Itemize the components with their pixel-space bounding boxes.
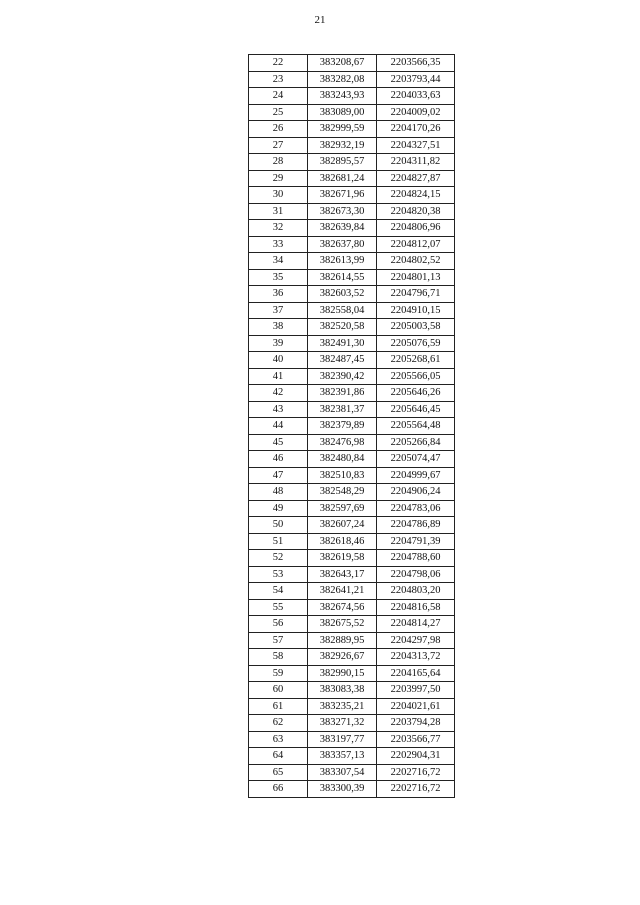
table-row: [249, 137, 455, 154]
y-coordinate-cell: 2204999,67: [377, 467, 455, 484]
table-row: [249, 236, 455, 253]
table-row: [249, 682, 455, 699]
x-coordinate-cell: 382476,98: [308, 434, 377, 451]
y-coordinate-cell: 2204824,15: [377, 187, 455, 204]
table-row: [249, 418, 455, 435]
y-coordinate-cell: 2204801,13: [377, 269, 455, 286]
point-number-cell: 52: [249, 550, 308, 567]
x-coordinate-cell: 382889,95: [308, 632, 377, 649]
point-number-cell: 47: [249, 467, 308, 484]
point-number-cell: 37: [249, 302, 308, 319]
table-row: [249, 665, 455, 682]
x-coordinate-cell: 382480,84: [308, 451, 377, 468]
page-number: 21: [314, 14, 326, 26]
point-number-cell: 38: [249, 319, 308, 336]
point-number-cell: 43: [249, 401, 308, 418]
point-number-cell: 33: [249, 236, 308, 253]
y-coordinate-cell: 2204009,02: [377, 104, 455, 121]
y-coordinate-cell: 2204827,87: [377, 170, 455, 187]
x-coordinate-cell: 382671,96: [308, 187, 377, 204]
x-coordinate-cell: 382391,86: [308, 385, 377, 402]
y-coordinate-cell: 2205564,48: [377, 418, 455, 435]
table-row: [249, 335, 455, 352]
x-coordinate-cell: 382487,45: [308, 352, 377, 369]
y-coordinate-cell: 2204313,72: [377, 649, 455, 666]
table-row: [249, 748, 455, 765]
y-coordinate-cell: 2205266,84: [377, 434, 455, 451]
table-row: [249, 764, 455, 781]
table-row: [249, 533, 455, 550]
y-coordinate-cell: 2203997,50: [377, 682, 455, 699]
y-coordinate-cell: 2203794,28: [377, 715, 455, 732]
x-coordinate-cell: 383089,00: [308, 104, 377, 121]
table-row: [249, 253, 455, 270]
y-coordinate-cell: 2204803,20: [377, 583, 455, 600]
table-row: [249, 203, 455, 220]
coordinates-table: [248, 54, 455, 798]
table-row: [249, 632, 455, 649]
table-row: [249, 599, 455, 616]
table-row: [249, 170, 455, 187]
y-coordinate-cell: 2204802,52: [377, 253, 455, 270]
coordinates-table-body: [249, 55, 455, 798]
table-row: [249, 154, 455, 171]
table-row: [249, 368, 455, 385]
x-coordinate-cell: 383197,77: [308, 731, 377, 748]
point-number-cell: 46: [249, 451, 308, 468]
x-coordinate-cell: 382681,24: [308, 170, 377, 187]
point-number-cell: 57: [249, 632, 308, 649]
x-coordinate-cell: 383235,21: [308, 698, 377, 715]
y-coordinate-cell: 2204033,63: [377, 88, 455, 105]
y-coordinate-cell: 2204796,71: [377, 286, 455, 303]
x-coordinate-cell: 382932,19: [308, 137, 377, 154]
point-number-cell: 41: [249, 368, 308, 385]
point-number-cell: 55: [249, 599, 308, 616]
point-number-cell: 54: [249, 583, 308, 600]
y-coordinate-cell: 2204297,98: [377, 632, 455, 649]
x-coordinate-cell: 383307,54: [308, 764, 377, 781]
y-coordinate-cell: 2203793,44: [377, 71, 455, 88]
x-coordinate-cell: 382603,52: [308, 286, 377, 303]
x-coordinate-cell: 382639,84: [308, 220, 377, 237]
table-row: [249, 616, 455, 633]
point-number-cell: 65: [249, 764, 308, 781]
point-number-cell: 62: [249, 715, 308, 732]
x-coordinate-cell: 383357,13: [308, 748, 377, 765]
table-row: [249, 451, 455, 468]
y-coordinate-cell: 2205003,58: [377, 319, 455, 336]
table-row: [249, 104, 455, 121]
point-number-cell: 51: [249, 533, 308, 550]
y-coordinate-cell: 2202716,72: [377, 781, 455, 798]
y-coordinate-cell: 2204311,82: [377, 154, 455, 171]
table-row: [249, 583, 455, 600]
y-coordinate-cell: 2205076,59: [377, 335, 455, 352]
x-coordinate-cell: 382491,30: [308, 335, 377, 352]
x-coordinate-cell: 382390,42: [308, 368, 377, 385]
point-number-cell: 39: [249, 335, 308, 352]
point-number-cell: 56: [249, 616, 308, 633]
table-row: [249, 121, 455, 138]
x-coordinate-cell: 382548,29: [308, 484, 377, 501]
y-coordinate-cell: 2204816,58: [377, 599, 455, 616]
y-coordinate-cell: 2202904,31: [377, 748, 455, 765]
table-row: [249, 566, 455, 583]
y-coordinate-cell: 2205074,47: [377, 451, 455, 468]
point-number-cell: 59: [249, 665, 308, 682]
table-row: [249, 467, 455, 484]
y-coordinate-cell: 2204820,38: [377, 203, 455, 220]
y-coordinate-cell: 2204783,06: [377, 500, 455, 517]
table-row: [249, 401, 455, 418]
y-coordinate-cell: 2204165,64: [377, 665, 455, 682]
point-number-cell: 24: [249, 88, 308, 105]
point-number-cell: 49: [249, 500, 308, 517]
y-coordinate-cell: 2204788,60: [377, 550, 455, 567]
point-number-cell: 44: [249, 418, 308, 435]
x-coordinate-cell: 383271,32: [308, 715, 377, 732]
x-coordinate-cell: 383208,67: [308, 55, 377, 72]
y-coordinate-cell: 2202716,72: [377, 764, 455, 781]
x-coordinate-cell: 382613,99: [308, 253, 377, 270]
x-coordinate-cell: 382674,56: [308, 599, 377, 616]
table-row: [249, 731, 455, 748]
table-row: [249, 781, 455, 798]
y-coordinate-cell: 2203566,77: [377, 731, 455, 748]
y-coordinate-cell: 2204170,26: [377, 121, 455, 138]
point-number-cell: 50: [249, 517, 308, 534]
point-number-cell: 42: [249, 385, 308, 402]
x-coordinate-cell: 382641,21: [308, 583, 377, 600]
point-number-cell: 25: [249, 104, 308, 121]
y-coordinate-cell: 2205646,26: [377, 385, 455, 402]
y-coordinate-cell: 2205268,61: [377, 352, 455, 369]
table-row: [249, 385, 455, 402]
point-number-cell: 26: [249, 121, 308, 138]
table-row: [249, 220, 455, 237]
x-coordinate-cell: 382637,80: [308, 236, 377, 253]
y-coordinate-cell: 2204812,07: [377, 236, 455, 253]
point-number-cell: 32: [249, 220, 308, 237]
table-row: [249, 88, 455, 105]
y-coordinate-cell: 2204798,06: [377, 566, 455, 583]
table-row: [249, 286, 455, 303]
table-row: [249, 352, 455, 369]
x-coordinate-cell: 382510,83: [308, 467, 377, 484]
table-row: [249, 55, 455, 72]
table-row: [249, 319, 455, 336]
point-number-cell: 58: [249, 649, 308, 666]
x-coordinate-cell: 382597,69: [308, 500, 377, 517]
y-coordinate-cell: 2204806,96: [377, 220, 455, 237]
table-row: [249, 484, 455, 501]
point-number-cell: 27: [249, 137, 308, 154]
point-number-cell: 66: [249, 781, 308, 798]
table-row: [249, 500, 455, 517]
point-number-cell: 61: [249, 698, 308, 715]
table-row: [249, 698, 455, 715]
point-number-cell: 63: [249, 731, 308, 748]
point-number-cell: 36: [249, 286, 308, 303]
point-number-cell: 30: [249, 187, 308, 204]
point-number-cell: 23: [249, 71, 308, 88]
point-number-cell: 31: [249, 203, 308, 220]
table-row: [249, 517, 455, 534]
point-number-cell: 45: [249, 434, 308, 451]
table-row: [249, 434, 455, 451]
x-coordinate-cell: 383243,93: [308, 88, 377, 105]
x-coordinate-cell: 382379,89: [308, 418, 377, 435]
table-row: [249, 269, 455, 286]
x-coordinate-cell: 383300,39: [308, 781, 377, 798]
point-number-cell: 64: [249, 748, 308, 765]
x-coordinate-cell: 382520,58: [308, 319, 377, 336]
point-number-cell: 28: [249, 154, 308, 171]
x-coordinate-cell: 382990,15: [308, 665, 377, 682]
x-coordinate-cell: 382614,55: [308, 269, 377, 286]
x-coordinate-cell: 383083,38: [308, 682, 377, 699]
x-coordinate-cell: 382607,24: [308, 517, 377, 534]
x-coordinate-cell: 382999,59: [308, 121, 377, 138]
table-row: [249, 302, 455, 319]
point-number-cell: 53: [249, 566, 308, 583]
y-coordinate-cell: 2204910,15: [377, 302, 455, 319]
y-coordinate-cell: 2204791,39: [377, 533, 455, 550]
x-coordinate-cell: 383282,08: [308, 71, 377, 88]
y-coordinate-cell: 2204327,51: [377, 137, 455, 154]
table-row: [249, 715, 455, 732]
point-number-cell: 35: [249, 269, 308, 286]
x-coordinate-cell: 382643,17: [308, 566, 377, 583]
x-coordinate-cell: 382673,30: [308, 203, 377, 220]
point-number-cell: 22: [249, 55, 308, 72]
table-row: [249, 550, 455, 567]
point-number-cell: 60: [249, 682, 308, 699]
x-coordinate-cell: 382895,57: [308, 154, 377, 171]
point-number-cell: 34: [249, 253, 308, 270]
table-row: [249, 187, 455, 204]
x-coordinate-cell: 382926,67: [308, 649, 377, 666]
y-coordinate-cell: 2204021,61: [377, 698, 455, 715]
x-coordinate-cell: 382558,04: [308, 302, 377, 319]
y-coordinate-cell: 2205566,05: [377, 368, 455, 385]
table-row: [249, 71, 455, 88]
x-coordinate-cell: 382675,52: [308, 616, 377, 633]
x-coordinate-cell: 382381,37: [308, 401, 377, 418]
point-number-cell: 48: [249, 484, 308, 501]
x-coordinate-cell: 382618,46: [308, 533, 377, 550]
y-coordinate-cell: 2205646,45: [377, 401, 455, 418]
y-coordinate-cell: 2204786,89: [377, 517, 455, 534]
x-coordinate-cell: 382619,58: [308, 550, 377, 567]
y-coordinate-cell: 2204906,24: [377, 484, 455, 501]
y-coordinate-cell: 2203566,35: [377, 55, 455, 72]
table-row: [249, 649, 455, 666]
point-number-cell: 40: [249, 352, 308, 369]
point-number-cell: 29: [249, 170, 308, 187]
y-coordinate-cell: 2204814,27: [377, 616, 455, 633]
